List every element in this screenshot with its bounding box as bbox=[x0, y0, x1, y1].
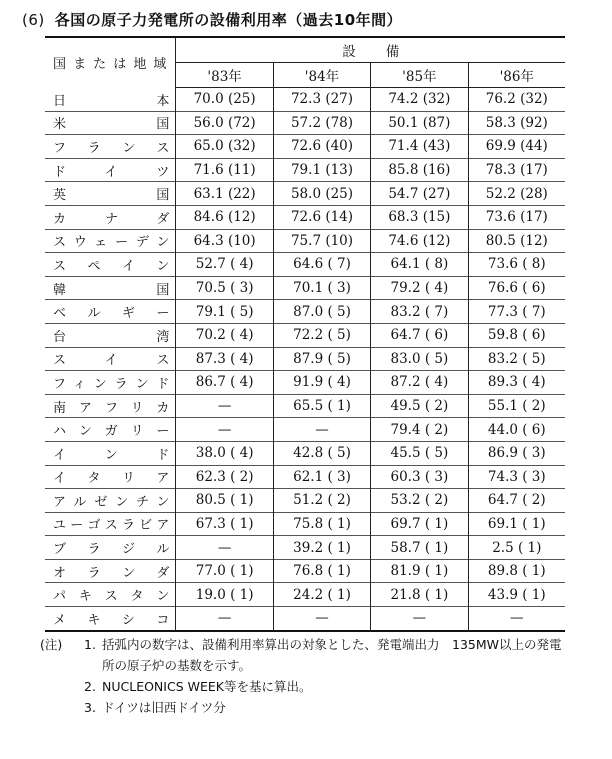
note-index: 1. bbox=[84, 637, 96, 652]
group-header: 設備 bbox=[176, 37, 565, 63]
table-row bbox=[45, 347, 565, 371]
value-cell: 70.0 (25) bbox=[176, 88, 273, 112]
value-cell: 19.0 ( 1) bbox=[176, 583, 273, 607]
value-cell: — bbox=[176, 394, 273, 418]
table-row bbox=[45, 394, 565, 418]
value-cell: 72.6 (40) bbox=[273, 135, 370, 159]
table-row bbox=[45, 489, 565, 513]
value-cell: 62.1 ( 3) bbox=[273, 465, 370, 489]
table-row bbox=[45, 512, 565, 536]
value-cell: 59.8 ( 6) bbox=[468, 323, 565, 347]
value-cell: 69.7 ( 1) bbox=[371, 512, 468, 536]
note-item bbox=[40, 697, 572, 718]
value-cell: 87.0 ( 5) bbox=[273, 300, 370, 324]
value-cell: — bbox=[468, 607, 565, 631]
note-text: ドイツは旧西ドイツ分 bbox=[102, 700, 226, 715]
country-cell: イタリア bbox=[45, 465, 176, 489]
notes bbox=[40, 634, 572, 718]
country-cell: オランダ bbox=[45, 559, 176, 583]
note-index: 2. bbox=[84, 679, 96, 694]
value-cell: — bbox=[176, 607, 273, 631]
table-row bbox=[45, 229, 565, 253]
value-cell: 71.6 (11) bbox=[176, 158, 273, 182]
value-cell: 74.6 (12) bbox=[371, 229, 468, 253]
value-cell: 77.0 ( 1) bbox=[176, 559, 273, 583]
country-cell: アルゼンチン bbox=[45, 489, 176, 513]
table-row bbox=[45, 158, 565, 182]
value-cell: 78.3 (17) bbox=[468, 158, 565, 182]
value-cell: 54.7 (27) bbox=[371, 182, 468, 206]
table-row bbox=[45, 441, 565, 465]
value-cell: 64.6 ( 7) bbox=[273, 253, 370, 277]
country-cell: フィンランド bbox=[45, 371, 176, 395]
value-cell: 71.4 (43) bbox=[371, 135, 468, 159]
value-cell: 69.9 (44) bbox=[468, 135, 565, 159]
value-cell: 74.2 (32) bbox=[371, 88, 468, 112]
value-cell: 68.3 (15) bbox=[371, 205, 468, 229]
value-cell: 83.0 ( 5) bbox=[371, 347, 468, 371]
value-cell: 72.3 (27) bbox=[273, 88, 370, 112]
table-row bbox=[45, 111, 565, 135]
note-item bbox=[40, 634, 572, 676]
value-cell: 76.6 ( 6) bbox=[468, 276, 565, 300]
value-cell: 24.2 ( 1) bbox=[273, 583, 370, 607]
value-cell: 70.5 ( 3) bbox=[176, 276, 273, 300]
value-cell: 2.5 ( 1) bbox=[468, 536, 565, 560]
value-cell: 89.8 ( 1) bbox=[468, 559, 565, 583]
value-cell: 52.7 ( 4) bbox=[176, 253, 273, 277]
value-cell: 79.1 (13) bbox=[273, 158, 370, 182]
country-cell: スウェーデン bbox=[45, 229, 176, 253]
value-cell: 58.7 ( 1) bbox=[371, 536, 468, 560]
value-cell: 70.2 ( 4) bbox=[176, 323, 273, 347]
value-cell: 44.0 ( 6) bbox=[468, 418, 565, 442]
value-cell: — bbox=[273, 418, 370, 442]
table-row bbox=[45, 323, 565, 347]
value-cell: 49.5 ( 2) bbox=[371, 394, 468, 418]
value-cell: 84.6 (12) bbox=[176, 205, 273, 229]
country-cell: 英国 bbox=[45, 182, 176, 206]
value-cell: 91.9 ( 4) bbox=[273, 371, 370, 395]
year-header: '86年 bbox=[468, 63, 565, 88]
value-cell: 87.2 ( 4) bbox=[371, 371, 468, 395]
table-row bbox=[45, 253, 565, 277]
value-cell: 69.1 ( 1) bbox=[468, 512, 565, 536]
value-cell: 79.2 ( 4) bbox=[371, 276, 468, 300]
value-cell: 60.3 ( 3) bbox=[371, 465, 468, 489]
value-cell: 64.7 ( 6) bbox=[371, 323, 468, 347]
country-cell: インド bbox=[45, 441, 176, 465]
value-cell: 57.2 (78) bbox=[273, 111, 370, 135]
table-row bbox=[45, 300, 565, 324]
title-text: 各国の原子力発電所の設備利用率（過去10年間） bbox=[54, 11, 403, 29]
value-cell: 83.2 ( 5) bbox=[468, 347, 565, 371]
value-cell: 62.3 ( 2) bbox=[176, 465, 273, 489]
note-label: (注) bbox=[40, 637, 63, 652]
country-cell: ベルギー bbox=[45, 300, 176, 324]
table-row bbox=[45, 559, 565, 583]
country-cell: ブラジル bbox=[45, 536, 176, 560]
value-cell: 38.0 ( 4) bbox=[176, 441, 273, 465]
table-row bbox=[45, 583, 565, 607]
country-cell: 韓国 bbox=[45, 276, 176, 300]
value-cell: 89.3 ( 4) bbox=[468, 371, 565, 395]
value-cell: 74.3 ( 3) bbox=[468, 465, 565, 489]
value-cell: 72.6 (14) bbox=[273, 205, 370, 229]
value-cell: 80.5 (12) bbox=[468, 229, 565, 253]
country-cell: 日本 bbox=[45, 88, 176, 112]
value-cell: — bbox=[371, 607, 468, 631]
value-cell: 52.2 (28) bbox=[468, 182, 565, 206]
country-header: 国または地域 bbox=[45, 37, 176, 88]
value-cell: 73.6 ( 8) bbox=[468, 253, 565, 277]
value-cell: 64.1 ( 8) bbox=[371, 253, 468, 277]
value-cell: 63.1 (22) bbox=[176, 182, 273, 206]
value-cell: 43.9 ( 1) bbox=[468, 583, 565, 607]
value-cell: — bbox=[176, 418, 273, 442]
value-cell: 53.2 ( 2) bbox=[371, 489, 468, 513]
value-cell: 80.5 ( 1) bbox=[176, 489, 273, 513]
value-cell: 64.3 (10) bbox=[176, 229, 273, 253]
table-row bbox=[45, 418, 565, 442]
value-cell: 58.0 (25) bbox=[273, 182, 370, 206]
value-cell: 45.5 ( 5) bbox=[371, 441, 468, 465]
table-row bbox=[45, 135, 565, 159]
note-label bbox=[40, 676, 84, 697]
table-row bbox=[45, 205, 565, 229]
table-row bbox=[45, 371, 565, 395]
value-cell: 67.3 ( 1) bbox=[176, 512, 273, 536]
country-cell: スペイン bbox=[45, 253, 176, 277]
value-cell: 77.3 ( 7) bbox=[468, 300, 565, 324]
value-cell: 42.8 ( 5) bbox=[273, 441, 370, 465]
value-cell: 75.7 (10) bbox=[273, 229, 370, 253]
table-row bbox=[45, 536, 565, 560]
table-row bbox=[45, 465, 565, 489]
value-cell: 85.8 (16) bbox=[371, 158, 468, 182]
value-cell: 58.3 (92) bbox=[468, 111, 565, 135]
value-cell: 76.2 (32) bbox=[468, 88, 565, 112]
value-cell: 73.6 (17) bbox=[468, 205, 565, 229]
value-cell: 76.8 ( 1) bbox=[273, 559, 370, 583]
country-cell: ユーゴスラビア bbox=[45, 512, 176, 536]
utilization-table bbox=[45, 36, 565, 632]
value-cell: 79.1 ( 5) bbox=[176, 300, 273, 324]
country-cell: スイス bbox=[45, 347, 176, 371]
value-cell: 21.8 ( 1) bbox=[371, 583, 468, 607]
country-cell: カナダ bbox=[45, 205, 176, 229]
value-cell: 65.0 (32) bbox=[176, 135, 273, 159]
country-cell: メキシコ bbox=[45, 607, 176, 631]
note-text: 括弧内の数字は、設備利用率算出の対象とした、発電端出力 135MW以上の発電所の原子炉の基数を示す。 bbox=[102, 637, 562, 673]
section-number: (6) bbox=[22, 11, 45, 29]
note-text: NUCLEONICS WEEK等を基に算出。 bbox=[102, 679, 312, 694]
value-cell: 87.3 ( 4) bbox=[176, 347, 273, 371]
value-cell: 86.9 ( 3) bbox=[468, 441, 565, 465]
note-index: 3. bbox=[84, 700, 96, 715]
value-cell: 56.0 (72) bbox=[176, 111, 273, 135]
value-cell: — bbox=[176, 536, 273, 560]
country-cell: ハンガリー bbox=[45, 418, 176, 442]
value-cell: 65.5 ( 1) bbox=[273, 394, 370, 418]
value-cell: 86.7 ( 4) bbox=[176, 371, 273, 395]
note-label bbox=[40, 697, 84, 718]
table-row bbox=[45, 88, 565, 112]
page-title bbox=[22, 9, 402, 30]
country-cell: フランス bbox=[45, 135, 176, 159]
value-cell: 83.2 ( 7) bbox=[371, 300, 468, 324]
value-cell: 64.7 ( 2) bbox=[468, 489, 565, 513]
value-cell: 70.1 ( 3) bbox=[273, 276, 370, 300]
value-cell: — bbox=[273, 607, 370, 631]
country-cell: 南アフリカ bbox=[45, 394, 176, 418]
table-row bbox=[45, 182, 565, 206]
table-row bbox=[45, 607, 565, 631]
value-cell: 81.9 ( 1) bbox=[371, 559, 468, 583]
value-cell: 50.1 (87) bbox=[371, 111, 468, 135]
year-header: '84年 bbox=[273, 63, 370, 88]
value-cell: 72.2 ( 5) bbox=[273, 323, 370, 347]
table-body bbox=[45, 88, 565, 631]
value-cell: 55.1 ( 2) bbox=[468, 394, 565, 418]
note-item bbox=[40, 676, 572, 697]
country-cell: 台湾 bbox=[45, 323, 176, 347]
country-cell: ドイツ bbox=[45, 158, 176, 182]
table-row bbox=[45, 276, 565, 300]
value-cell: 79.4 ( 2) bbox=[371, 418, 468, 442]
year-header: '83年 bbox=[176, 63, 273, 88]
value-cell: 39.2 ( 1) bbox=[273, 536, 370, 560]
value-cell: 87.9 ( 5) bbox=[273, 347, 370, 371]
value-cell: 75.8 ( 1) bbox=[273, 512, 370, 536]
country-cell: パキスタン bbox=[45, 583, 176, 607]
year-header: '85年 bbox=[371, 63, 468, 88]
value-cell: 51.2 ( 2) bbox=[273, 489, 370, 513]
country-cell: 米国 bbox=[45, 111, 176, 135]
